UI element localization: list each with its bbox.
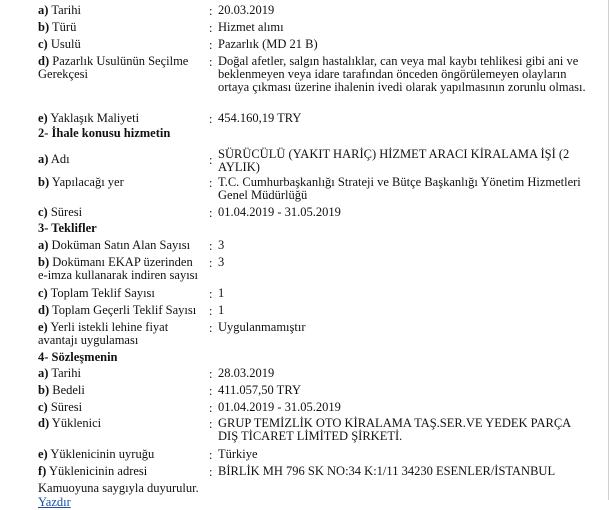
value: Pazarlık (MD 21 B)	[218, 37, 318, 51]
value: 3	[218, 255, 225, 269]
value: 28.03.2019	[218, 366, 275, 380]
value: Doğal afetler, salgın hastalıklar, can veya mal kaybı tehlikesi gibi ani ve beklenmeyen veya idare tarafından önceden öngörülemeyen olayların ortaya çıkması üzerine ihalenin ivedi olarak yapılmasının zorunlu olması.	[218, 54, 586, 94]
value: 20.03.2019	[218, 3, 275, 17]
value: Türkiye	[218, 447, 258, 461]
section-heading: 2- İhale konusu hizmetin	[38, 126, 171, 140]
label: e) Yüklenicinin uyruğu	[38, 447, 155, 461]
value: Hizmet alımı	[218, 20, 284, 34]
value: BİRLİK MH 796 SK NO:34 K:1/11 34230 ESENLER/İSTANBUL	[218, 464, 556, 478]
colon: :	[209, 401, 213, 415]
label: b) Yapılacağı yer	[38, 175, 124, 189]
value: Uygulanmamıştır	[218, 320, 306, 334]
colon: :	[209, 367, 213, 381]
colon: :	[209, 38, 213, 52]
colon: :	[209, 417, 213, 431]
colon: :	[209, 55, 213, 69]
section-heading: 4- Sözleşmenin	[38, 350, 118, 364]
colon: :	[209, 239, 213, 253]
colon: :	[209, 321, 213, 335]
colon: :	[209, 256, 213, 270]
value: 1	[218, 286, 225, 300]
label: c) Toplam Teklif Sayısı	[38, 286, 155, 300]
colon: :	[209, 384, 213, 398]
value: 411.057,50 TRY	[218, 383, 301, 397]
label: e) Yerli istekli lehine fiyat avantajı uygulaması	[38, 320, 169, 347]
label: d) Yüklenici	[38, 416, 102, 430]
label: a) Doküman Satın Alan Sayısı	[38, 238, 191, 252]
value: 454.160,19 TRY	[218, 111, 302, 125]
colon: :	[209, 4, 213, 18]
label: c) Süresi	[38, 205, 83, 219]
label: a) Adı	[38, 152, 70, 166]
value: GRUP TEMİZLİK OTO KİRALAMA TAŞ.SER.VE YEDEK PARÇA DIŞ TİCARET LİMİTED ŞİRKETİ.	[218, 416, 571, 443]
label: f) Yüklenicinin adresi	[38, 464, 148, 478]
colon: :	[209, 448, 213, 462]
section-heading: 3- Teklifler	[38, 221, 97, 235]
colon: :	[209, 153, 213, 167]
label: e) Yaklaşık Maliyeti	[38, 111, 140, 125]
print-link[interactable]: Yazdır	[38, 495, 71, 509]
value: 1	[218, 303, 225, 317]
label: c) Süresi	[38, 400, 83, 414]
colon: :	[209, 206, 213, 220]
label: b) Türü	[38, 20, 77, 34]
colon: :	[209, 21, 213, 35]
value: 01.04.2019 - 31.05.2019	[218, 205, 341, 219]
colon: :	[209, 465, 213, 479]
value: 01.04.2019 - 31.05.2019	[218, 400, 341, 414]
label: a) Tarihi	[38, 366, 81, 380]
colon: :	[209, 287, 213, 301]
label: b) Bedeli	[38, 383, 85, 397]
value: 3	[218, 238, 225, 252]
closing-text: Kamuoyuna saygıyla duyurulur.	[38, 481, 199, 495]
colon: :	[209, 304, 213, 318]
label: b) Dokümanı EKAP üzerinden e-imza kullanarak indiren sayısı	[38, 255, 199, 282]
value: SÜRÜCÜLÜ (YAKIT HARİÇ) HİZMET ARACI KİRALAMA İŞİ (2 AYLIK)	[218, 147, 570, 174]
label: d) Pazarlık Usulünün Seçilme Gerekçesi	[38, 54, 189, 81]
label: d) Toplam Geçerli Teklif Sayısı	[38, 303, 197, 317]
colon: :	[209, 176, 213, 190]
label: a) Tarihi	[38, 3, 81, 17]
colon: :	[209, 112, 213, 126]
label: c) Usulü	[38, 37, 81, 51]
value: T.C. Cumhurbaşkanlığı Strateji ve Bütçe Başkanlığı Yönetim Hizmetleri Genel Müdürlüğü	[218, 175, 581, 202]
